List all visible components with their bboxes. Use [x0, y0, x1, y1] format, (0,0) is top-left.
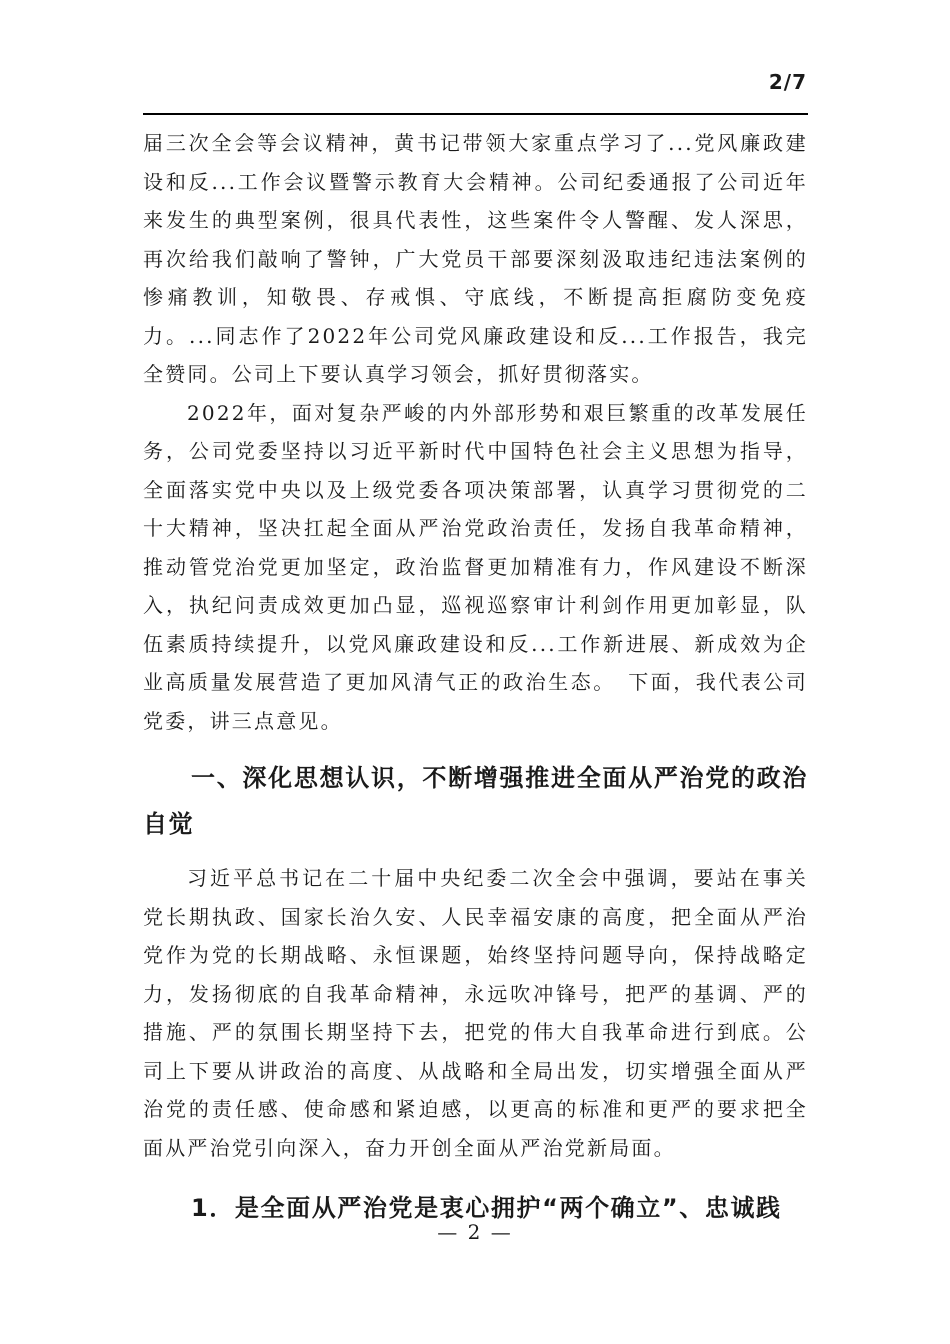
- paragraph-continuation: 届三次全会等会议精神，黄书记带领大家重点学习了...党风廉政建设和反...工作会议暨警示教育大会精神。公司纪委通报了公司近年来发生的典型案例，很具代表性，这些案件令人警醒、发人深思，再次给我们敲响了警钟，广大党员干部要深刻汲取违纪违法案例的惨痛教训，知敬畏、存戒惧、守底线，不断提高拒腐防变免疫力。...同志作了2022年公司党风廉政建设和反...工作报告，我完全赞同。公司上下要认真学习领会，抓好贯彻落实。: [143, 131, 808, 386]
- paragraph-section-1: 习近平总书记在二十届中央纪委二次全会中强调，要站在事关党长期执政、国家长治久安、人民幸福安康的高度，把全面从严治党作为党的长期战略、永恒课题，始终坚持问题导向，保持战略定力，发扬彻底的自我革命精神，永远吹冲锋号，把严的基调、严的措施、严的氛围长期坚持下去，把党的伟大自我革命进行到底。公司上下要从讲政治的高度、从战略和全局出发，切实增强全面从严治党的责任感、使命感和紧迫感，以更高的标准和更严的要求把全面从严治党引向深入，奋力开创全面从严治党新局面。: [143, 866, 808, 1160]
- paragraph-2022-summary: 2022年，面对复杂严峻的内外部形势和艰巨繁重的改革发展任务，公司党委坚持以习近平新时代中国特色社会主义思想为指导，全面落实党中央以及上级党委各项决策部署，认真学习贯彻党的二十大精神，坚决扛起全面从严治党政治责任，发扬自我革命精神，推动管党治党更加坚定，政治监督更加精准有力，作风建设不断深入，执纪问责成效更加凸显，巡视巡察审计利剑作用更加彰显，队伍素质持续提升，以党风廉政建设和反...工作新进展、新成效为企业高质量发展营造了更加风清气正的政治生态。 下面，我代表公司党委，讲三点意见。: [143, 400, 808, 733]
- page-number-footer: — 2 —: [437, 1220, 513, 1244]
- section-heading-1: 一、深化思想认识，不断增强推进全面从严治党的政治自觉: [143, 764, 808, 838]
- page-counter: 2/7: [768, 70, 807, 94]
- header-rule: [143, 113, 808, 115]
- document-body: [143, 124, 808, 1231]
- subsection-heading-1: 1．是全面从严治党是衷心拥护“两个确立”、忠诚践: [191, 1194, 782, 1222]
